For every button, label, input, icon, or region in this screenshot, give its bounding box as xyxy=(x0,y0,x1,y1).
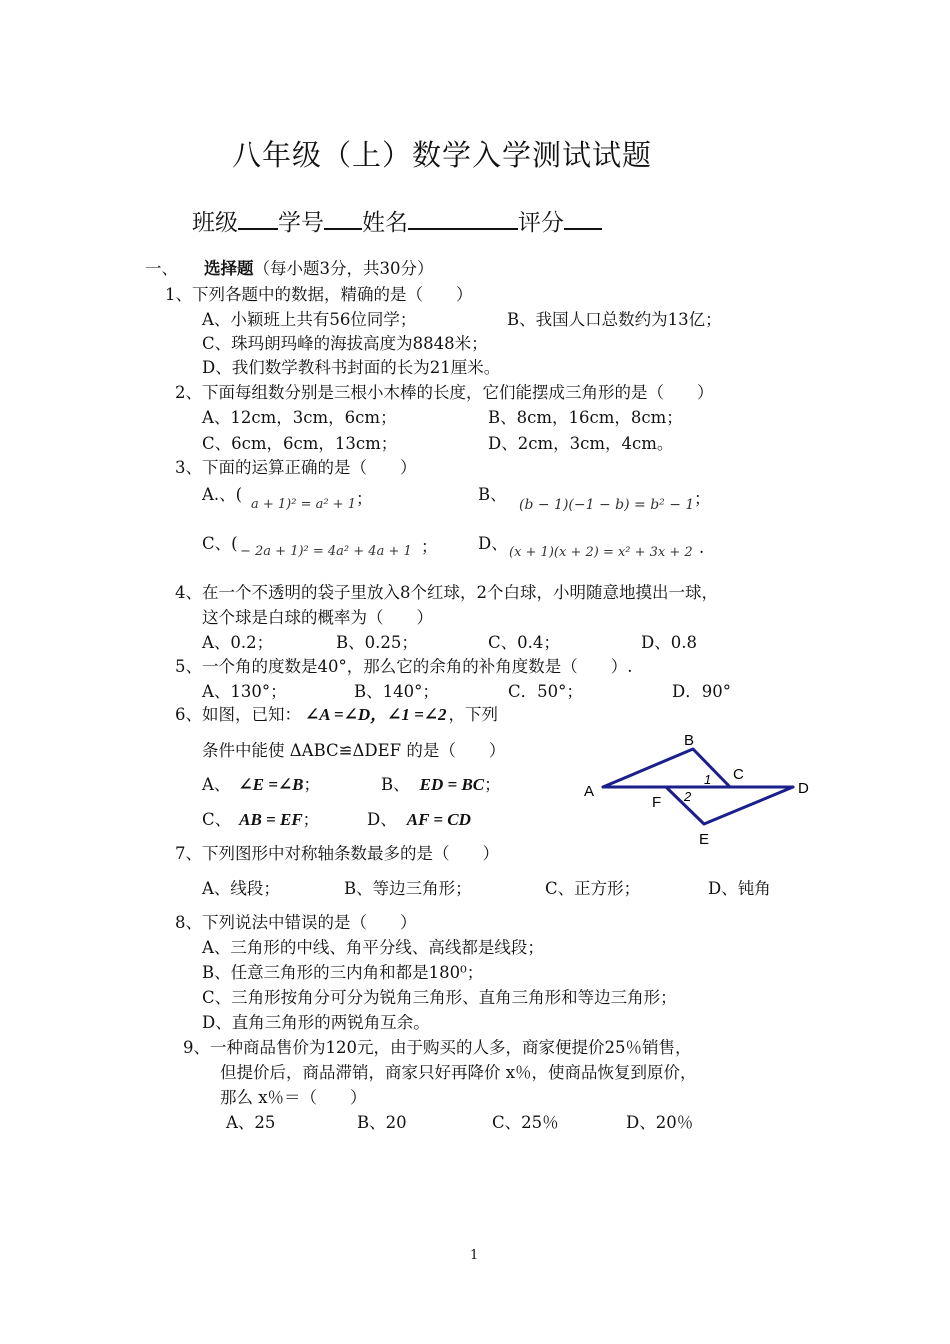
name-blank[interactable] xyxy=(408,208,518,230)
q3-option-d-label: D、 xyxy=(478,534,508,553)
q3-stem: 3、下面的运算正确的是（ ） xyxy=(175,458,417,477)
q6-option-b-label: B、 xyxy=(381,775,410,794)
label-e: E xyxy=(699,831,710,848)
q9-option-a: A、25 xyxy=(226,1113,276,1132)
number-blank[interactable] xyxy=(324,208,362,230)
q9-stem-line2: 但提价后，商品滞销，商家只好再降价 x％，使商品恢复到原价， xyxy=(220,1063,697,1082)
label-angle-2: 2 xyxy=(684,789,692,804)
q6-option-d-expr: AF = CD xyxy=(406,810,471,829)
q3-option-a-semicolon: ； xyxy=(356,489,373,508)
q8-stem: 8、下列说法中错误的是（ ） xyxy=(175,913,417,932)
q9-option-c: C、25％ xyxy=(492,1113,559,1132)
q1-option-a: A、小颖班上共有56位同学； xyxy=(202,310,417,329)
page-number: 1 xyxy=(470,1248,479,1263)
q8-option-a: A、三角形的中线、角平分线、高线都是线段； xyxy=(202,938,544,957)
q6-stem-line2: 条件中能使 ΔABC≌ΔDEF 的是（ ） xyxy=(202,741,506,760)
name-label: 姓名 xyxy=(362,210,408,236)
q1-stem: 1、下列各题中的数据，精确的是（ ） xyxy=(165,285,473,304)
q6-option-b-semicolon: ； xyxy=(484,775,501,794)
q6-option-c-expr: AB = EF xyxy=(239,810,303,829)
figure-lines xyxy=(603,749,793,824)
q7-option-c: C、正方形； xyxy=(545,879,641,898)
q6-option-a xyxy=(202,774,320,796)
q9-stem-line3: 那么 x％＝（ ） xyxy=(220,1088,367,1107)
q6-option-a-semicolon: ； xyxy=(303,775,321,794)
q6-option-d-label: D、 xyxy=(367,810,397,829)
q2-option-a: A、12cm，3cm，6cm； xyxy=(202,408,397,427)
q6-stem xyxy=(175,704,498,726)
q4-option-b: B、0.25； xyxy=(336,633,418,652)
q7-option-a: A、线段； xyxy=(202,879,280,898)
label-d: D xyxy=(798,780,809,797)
q2-stem: 2、下面每组数分别是三根小木棒的长度，它们能摆成三角形的是（ ） xyxy=(175,383,714,402)
q6-option-b-expr: ED = BC xyxy=(419,775,485,794)
q3-option-b-label: B、 xyxy=(478,485,507,504)
class-blank[interactable] xyxy=(238,208,278,230)
q1-option-d: D、我们数学教科书封面的长为21厘米。 xyxy=(202,358,501,377)
q6-option-c xyxy=(202,809,319,831)
q4-option-a: A、0.2； xyxy=(202,633,274,652)
section-number: 一、 xyxy=(145,259,178,278)
q7-option-b: B、等边三角形； xyxy=(344,879,472,898)
q8-option-d: D、直角三角形的两锐角互余。 xyxy=(202,1013,430,1032)
q7-option-d: D、钝角 xyxy=(708,879,771,898)
q5-option-c: C．50°； xyxy=(508,682,583,701)
section-heading xyxy=(145,258,434,280)
q4-stem: 4、在一个不透明的袋子里放入8个红球，2个白球，小明随意地摸出一球， xyxy=(175,583,718,602)
q5-option-b: B、140°； xyxy=(354,682,439,701)
number-label: 学号 xyxy=(278,210,324,236)
q6-condition: ∠A =∠D，∠1 =∠2 xyxy=(305,705,447,724)
q6-stem-suffix: ，下列 xyxy=(448,705,499,724)
score-label: 评分 xyxy=(518,210,564,236)
q5-option-a: A、130°； xyxy=(202,682,287,701)
q5-option-d: D．90° xyxy=(672,682,731,701)
section-name: 选择题 xyxy=(204,259,254,278)
student-info-line xyxy=(192,204,602,237)
q1-option-c: C、珠玛朗玛峰的海拔高度为8848米； xyxy=(202,334,488,353)
q2-option-b: B、8cm，16cm，8cm； xyxy=(488,408,683,427)
q6-option-c-label: C、 xyxy=(202,810,232,829)
class-label: 班级 xyxy=(192,210,238,236)
q2-option-c: C、6cm，6cm，13cm； xyxy=(202,434,398,453)
q7-stem: 7、下列图形中对称轴条数最多的是（ ） xyxy=(175,844,499,863)
q6-option-b xyxy=(381,774,501,796)
q9-stem: 9、一种商品售价为120元，由于购买的人多，商家便提价25％销售， xyxy=(183,1038,692,1057)
q6-option-d xyxy=(367,809,471,831)
q1-option-b: B、我国人口总数约为13亿； xyxy=(507,310,722,329)
q9-option-d: D、20％ xyxy=(626,1113,694,1132)
section-note: （每小题3分，共30分） xyxy=(253,259,434,278)
q5-stem: 5、一个角的度数是40°，那么它的余角的补角度数是（ ）. xyxy=(175,657,633,676)
q2-option-d: D、2cm，3cm，4cm。 xyxy=(488,434,674,453)
q4-option-c: C、0.4； xyxy=(488,633,560,652)
q3-option-a-expr: a + 1)² = a² + 1 xyxy=(251,497,357,512)
q3-option-c-label: C、( xyxy=(202,534,238,553)
label-a: A xyxy=(584,783,595,800)
q8-option-b: B、任意三角形的三内角和都是180⁰； xyxy=(202,963,484,982)
q3-option-b-expr: (b − 1)(−1 − b) = b² − 1 xyxy=(519,497,695,513)
q6-option-a-label: A、 xyxy=(202,775,231,794)
q6-geometry-figure xyxy=(580,728,820,852)
q3-option-c-semicolon: ； xyxy=(421,537,438,556)
score-blank[interactable] xyxy=(564,208,602,230)
label-angle-1: 1 xyxy=(704,772,712,787)
q3-option-b-semicolon: ； xyxy=(694,489,711,508)
q4-stem-line2: 这个球是白球的概率为（ ） xyxy=(202,608,433,627)
q6-option-c-semicolon: ； xyxy=(302,810,320,829)
q6-option-a-expr: ∠E =∠B xyxy=(238,775,304,794)
q3-option-d-period: . xyxy=(699,538,705,557)
label-c: C xyxy=(733,766,744,783)
label-b: B xyxy=(684,732,695,749)
label-f: F xyxy=(652,794,662,811)
q8-option-c: C、三角形按角分可分为锐角三角形、直角三角形和等边三角形； xyxy=(202,988,677,1007)
q3-option-a-label: A.、( xyxy=(202,485,243,504)
q3-option-d-expr: (x + 1)(x + 2) = x² + 3x + 2 xyxy=(509,545,693,560)
page-title: 八年级（上）数学入学测试试题 xyxy=(232,138,653,172)
q9-option-b: B、20 xyxy=(357,1113,407,1132)
q6-stem-prefix: 6、如图，已知： xyxy=(175,705,301,724)
q4-option-d: D、0.8 xyxy=(641,633,697,652)
q3-option-c-expr: − 2a + 1)² = 4a² + 4a + 1 xyxy=(240,544,412,559)
